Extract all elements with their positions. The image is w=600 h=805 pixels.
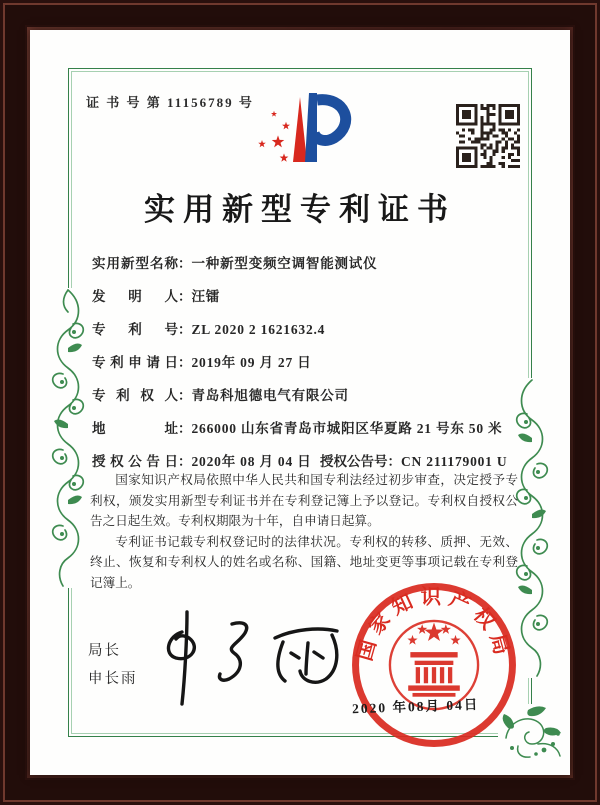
field-row: 授权公告日：2020年 08 月 04 日 授权公告号：CN 211179001 U	[92, 445, 526, 478]
field-value: ZL 2020 2 1621632.4	[191, 322, 326, 337]
national-emblem-icon	[407, 623, 460, 697]
signer-title: 局长	[88, 643, 121, 659]
field-label: 地址	[92, 421, 178, 436]
certificate-number: 证 书 号 第 11156789 号	[86, 95, 254, 110]
field-label: 授权公告号	[320, 454, 388, 469]
field-label: 发明人	[92, 289, 178, 304]
field-label: 授权公告日	[92, 454, 178, 469]
scroll-ornament-left-icon	[49, 288, 87, 588]
field-row: 专利号：ZL 2020 2 1621632.4	[92, 313, 526, 346]
field-value: 266000 山东省青岛市城阳区华夏路 21 号东 50 米	[191, 421, 503, 436]
field-row: 地址：266000 山东省青岛市城阳区华夏路 21 号东 50 米	[92, 412, 526, 445]
legal-paragraph: 专利证书记载专利权登记时的法律状况。专利权的转移、质押、无效、终止、恢复和专利权人的姓名或名称、国籍、地址变更等事项记载在专利登记簿上。	[90, 534, 518, 590]
field-label: 专利申请日	[92, 355, 178, 370]
qr-code	[456, 104, 520, 168]
field-value: 2019年 09 月 27 日	[191, 355, 312, 370]
field-label: 专利号	[92, 322, 178, 337]
field-row: 发明人：汪镭	[92, 280, 526, 313]
field-value: 一种新型变频空调智能测试仪	[191, 256, 378, 271]
signature	[142, 602, 370, 720]
seal-ring-text: 国家知识产权局	[353, 586, 515, 664]
signer-block	[88, 637, 138, 693]
field-row: 专利申请日：2019年 09 月 27 日	[92, 346, 526, 379]
cnipa-seal	[348, 579, 520, 751]
field-label: 实用新型名称	[92, 256, 178, 271]
seal-date: 2020 年08月 04日	[351, 696, 480, 717]
field-value: 青岛科旭德电气有限公司	[191, 388, 349, 403]
field-row: 专利权人：青岛科旭德电气有限公司	[92, 379, 526, 412]
signer-name: 申长雨	[88, 671, 138, 687]
field-label: 专利权人	[92, 388, 178, 403]
certificate-title: 实用新型专利证书	[144, 192, 456, 227]
certificate-fields	[92, 247, 526, 478]
legal-text	[90, 470, 518, 593]
certificate-paper	[30, 30, 570, 775]
field-value: 汪镭	[191, 289, 221, 304]
field-value: CN 211179001 U	[401, 454, 508, 469]
field-value: 2020年 08 月 04 日	[191, 454, 312, 469]
legal-paragraph: 国家知识产权局依照中华人民共和国专利法经过初步审查，决定授予专利权，颁发实用新型专利证书并在专利登记簿上予以登记。专利权自授权公告之日起生效。专利权期限为十年，自申请日起算。	[90, 473, 518, 529]
cnipa-logo-icon	[243, 84, 358, 176]
field-row: 实用新型名称：一种新型变频空调智能测试仪	[92, 247, 526, 280]
